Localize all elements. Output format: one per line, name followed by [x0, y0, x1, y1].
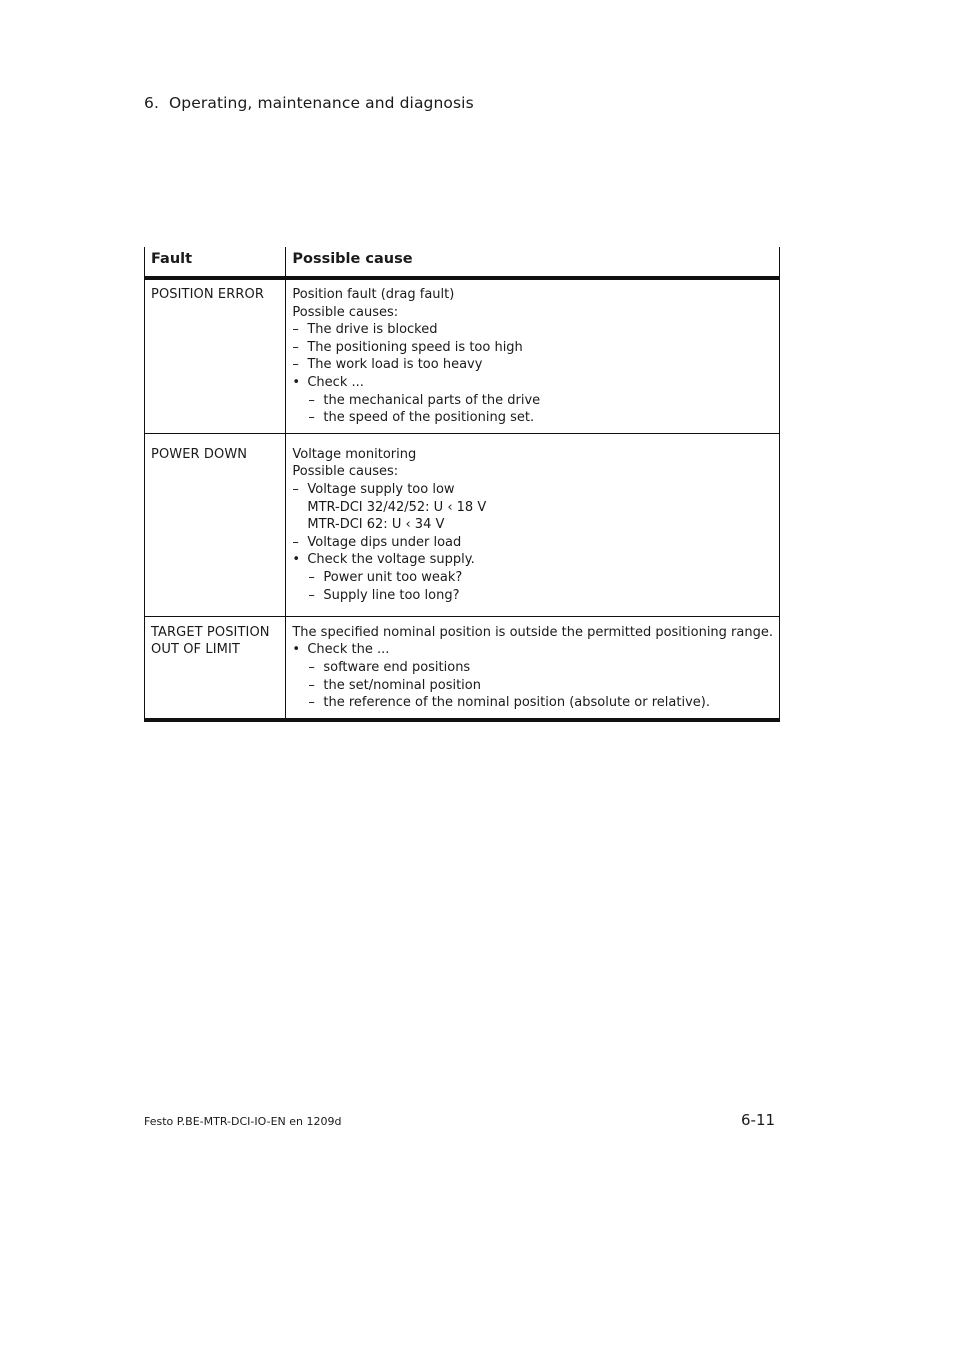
- list-item-text: the mechanical parts of the drive: [323, 392, 541, 408]
- column-header-fault: Fault: [145, 247, 286, 278]
- list-item: [292, 677, 773, 695]
- dash-marker: –: [308, 659, 315, 675]
- fault-cell: POSITION ERROR: [145, 278, 286, 433]
- list-item: [292, 569, 773, 587]
- list-item: [292, 339, 773, 357]
- bullet-marker: •: [292, 552, 301, 568]
- list-item: [292, 374, 773, 392]
- list-item-text: The positioning speed is too high: [307, 339, 523, 355]
- list-item-text: MTR-DCI 32/42/52: U ‹ 18 V: [307, 499, 487, 515]
- cause-cell: [286, 433, 780, 616]
- list-item-text: software end positions: [323, 659, 471, 675]
- cause-text: Possible causes:: [292, 304, 399, 320]
- fault-cell: TARGET POSITION OUT OF LIMIT: [145, 616, 286, 720]
- list-item-text: Check ...: [307, 374, 364, 390]
- cause-text: Position fault (drag fault): [292, 287, 455, 302]
- chapter-title: Operating, maintenance and diagnosis: [169, 94, 474, 112]
- chapter-number: 6.: [144, 94, 159, 112]
- list-item-text: the set/nominal position: [323, 677, 481, 693]
- list-item-text: MTR-DCI 62: U ‹ 34 V: [307, 517, 445, 533]
- cause-cell: [286, 278, 780, 433]
- table-row: [145, 278, 780, 433]
- dash-marker: –: [308, 677, 315, 693]
- dash-marker: –: [292, 339, 299, 355]
- list-item-text: The work load is too heavy: [307, 357, 483, 373]
- list-item-text: Voltage dips under load: [307, 534, 462, 550]
- list-item: [292, 659, 773, 677]
- dash-marker: –: [308, 410, 315, 426]
- list-item: [292, 392, 773, 410]
- list-item: [292, 499, 773, 517]
- dash-marker: –: [308, 587, 315, 603]
- fault-cell: POWER DOWN: [145, 433, 286, 616]
- table-header-row: [145, 247, 780, 278]
- list-item: [292, 516, 773, 534]
- dash-marker: –: [292, 534, 299, 550]
- cause-text: The specified nominal position is outside the permitted positioning range.: [292, 624, 773, 640]
- dash-marker: –: [308, 392, 315, 408]
- list-item-text: The drive is blocked: [307, 322, 438, 338]
- chapter-header: [144, 94, 474, 112]
- fault-table: [144, 247, 780, 722]
- list-item-text: the reference of the nominal position (absolute or relative).: [323, 695, 710, 711]
- list-item-text: Check the voltage supply.: [307, 552, 475, 568]
- cause-text: Voltage monitoring: [292, 446, 417, 462]
- table-row: [145, 433, 780, 616]
- list-item-text: Supply line too long?: [323, 587, 460, 603]
- footer-page-number: 6-11: [741, 1111, 776, 1129]
- list-item: [292, 587, 773, 605]
- column-header-possible-cause: Possible cause: [286, 247, 780, 278]
- dash-marker: –: [292, 322, 299, 338]
- dash-marker: –: [292, 481, 299, 497]
- dash-marker: –: [308, 695, 315, 711]
- list-item: [292, 481, 773, 499]
- list-item-text: Voltage supply too low: [307, 481, 455, 497]
- dash-marker: –: [308, 569, 315, 585]
- list-item-text: Power unit too weak?: [323, 569, 463, 585]
- bullet-marker: •: [292, 374, 301, 390]
- dash-marker: –: [292, 357, 299, 373]
- cause-cell: [286, 616, 780, 720]
- list-item: [292, 356, 773, 374]
- list-item: [292, 534, 773, 552]
- list-item: [292, 321, 773, 339]
- list-item: [292, 409, 773, 427]
- footer-document-id: Festo P.BE-MTR-DCI-IO-EN en 1209d: [144, 1115, 342, 1128]
- list-item: [292, 551, 773, 569]
- list-item-text: the speed of the positioning set.: [323, 410, 535, 426]
- bullet-marker: •: [292, 642, 301, 658]
- list-item: [292, 641, 773, 659]
- list-item: [292, 694, 773, 712]
- list-item-text: Check the ...: [307, 642, 390, 658]
- table-row: [145, 616, 780, 720]
- cause-text: Possible causes:: [292, 464, 399, 480]
